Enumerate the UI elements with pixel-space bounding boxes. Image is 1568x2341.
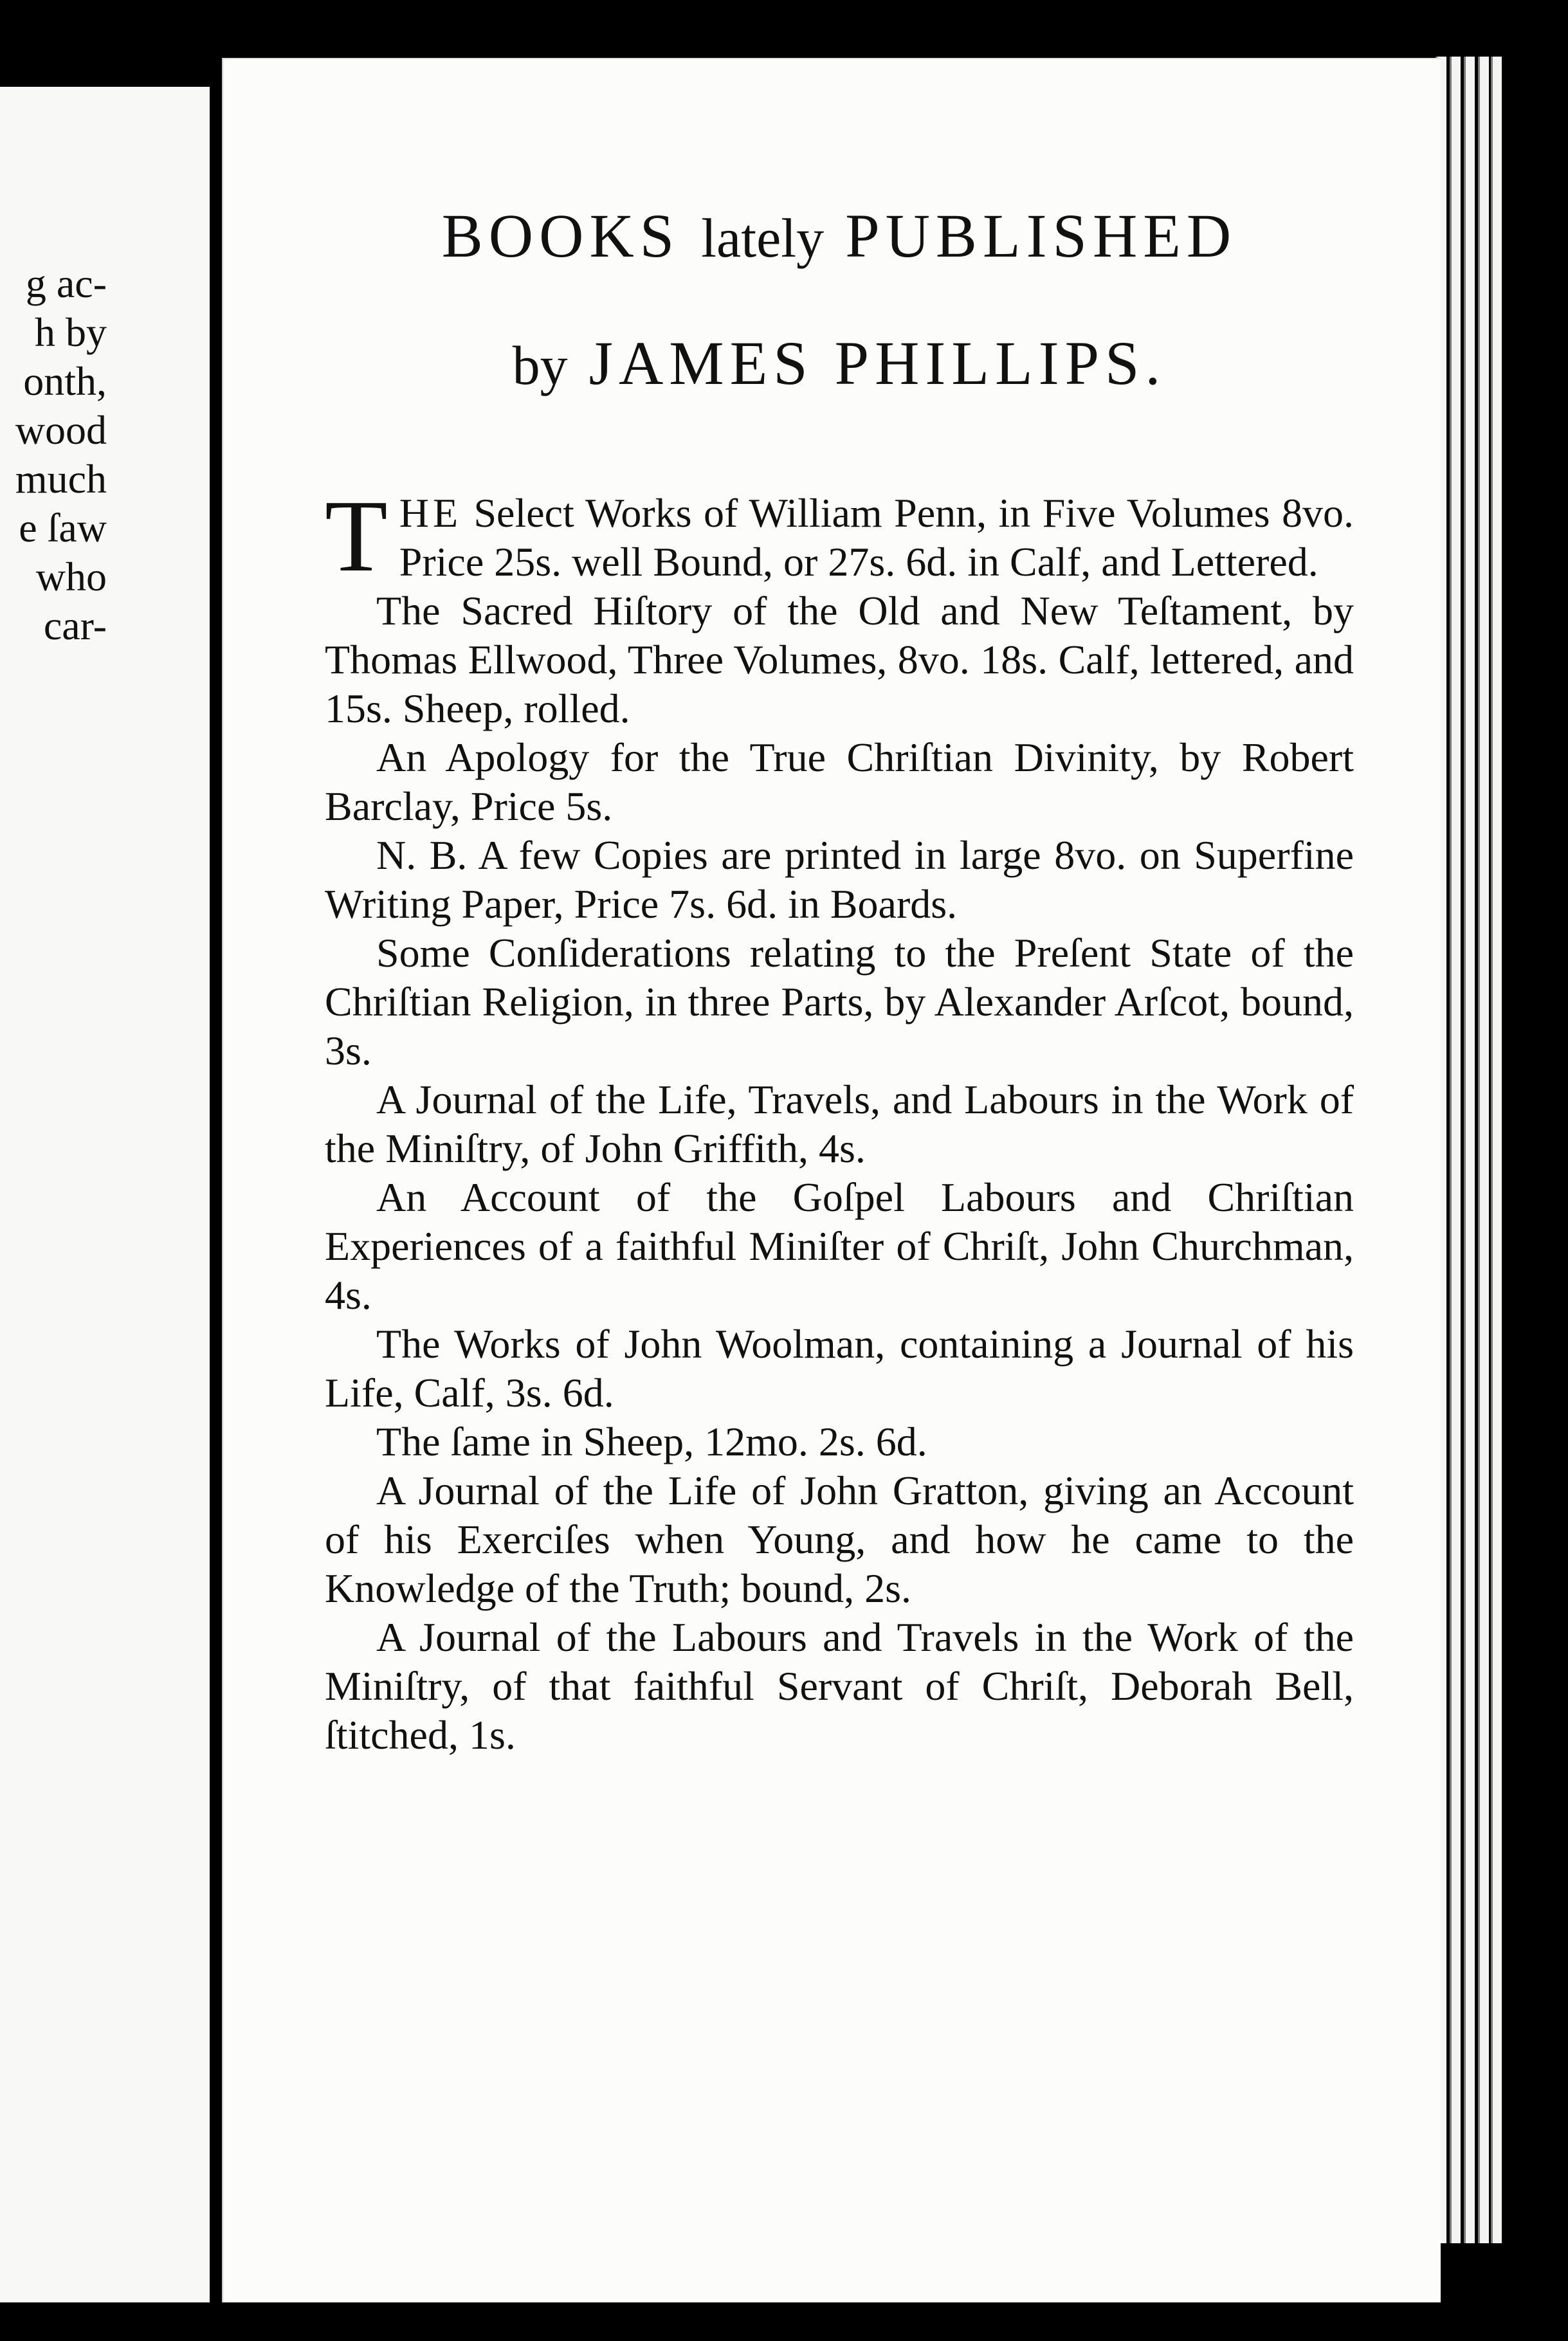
facing-line: g ac-: [25, 260, 107, 306]
facing-line: onth,: [23, 358, 107, 404]
page-edge: [1491, 57, 1502, 2243]
title-by: by: [512, 334, 568, 396]
book-entry: The Works of John Woolman, containing a Journal of his Life, Calf, 3s. 6d.: [325, 1321, 1354, 1416]
title-books: BOOKS: [441, 201, 680, 270]
book-page: [222, 58, 1441, 2302]
book-list: [325, 478, 1354, 1760]
entry-text: Select Works of William Penn, in Five Volumes 8vo. Price 25s. well Bound, or 27s. 6d. in Calf, and Lettered.: [399, 490, 1354, 585]
book-entry: N. B. A few Copies are printed in large 8vo. on Superfine Writing Paper, Price 7s. 6d. in Boards.: [325, 832, 1354, 927]
facing-line: h by: [35, 309, 107, 355]
facing-page-left: [0, 87, 210, 2302]
book-entry: A Journal of the Labours and Travels in the Work of the Miniſtry, of that faithful Servant of Chriſt, Deborah Bell, ſtitched, 1s.: [325, 1614, 1354, 1758]
drop-cap: T: [325, 478, 388, 593]
facing-line: much: [15, 456, 107, 502]
entry-caps: HE: [399, 490, 462, 536]
book-entry: A Journal of the Life of John Gratton, giving an Account of his Exerciſes when Young, and how he came to the Knowledge of the Truth; bound, 2s.: [325, 1468, 1354, 1611]
book-entry: An Apology for the True Chriſtian Divinity, by Robert Barclay, Price 5s.: [325, 734, 1354, 829]
facing-line: e ſaw: [19, 505, 107, 551]
page-title-line-1: [325, 201, 1354, 273]
book-entry: An Account of the Goſpel Labours and Chriſtian Experiences of a faithful Miniſter of Chriſt, John Churchman, 4s.: [325, 1174, 1354, 1318]
title-published: PUBLISHED: [845, 201, 1237, 270]
title-publisher-name: JAMES PHILLIPS.: [588, 329, 1167, 397]
facing-line: wood: [15, 407, 107, 453]
book-entry: The Sacred Hiſtory of the Old and New Teſtament, by Thomas Ellwood, Three Volumes, 8vo. 18s. Calf, lettered, and 15s. Sheep, rolled.: [325, 588, 1354, 731]
book-entry: A Journal of the Life, Travels, and Labours in the Work of the Miniſtry, of John Griffith, 4s.: [325, 1077, 1354, 1171]
page-edge: [1478, 57, 1489, 2243]
facing-page-text: [0, 259, 107, 650]
page-edge: [1450, 57, 1461, 2243]
book-entry: The ſame in Sheep, 12mo. 2s. 6d.: [376, 1419, 927, 1464]
page-edge: [1464, 57, 1475, 2243]
page-title-line-2: [325, 328, 1354, 401]
facing-line: car-: [43, 603, 107, 648]
page-edge-stack: [1436, 57, 1509, 2243]
title-lately: lately: [701, 207, 825, 269]
facing-line: who: [35, 554, 107, 599]
book-entry: [325, 478, 1354, 593]
book-entry: Some Conſiderations relating to the Preſent State of the Chriſtian Religion, in three Parts, by Alexander Arſcot, bound, 3s.: [325, 930, 1354, 1073]
